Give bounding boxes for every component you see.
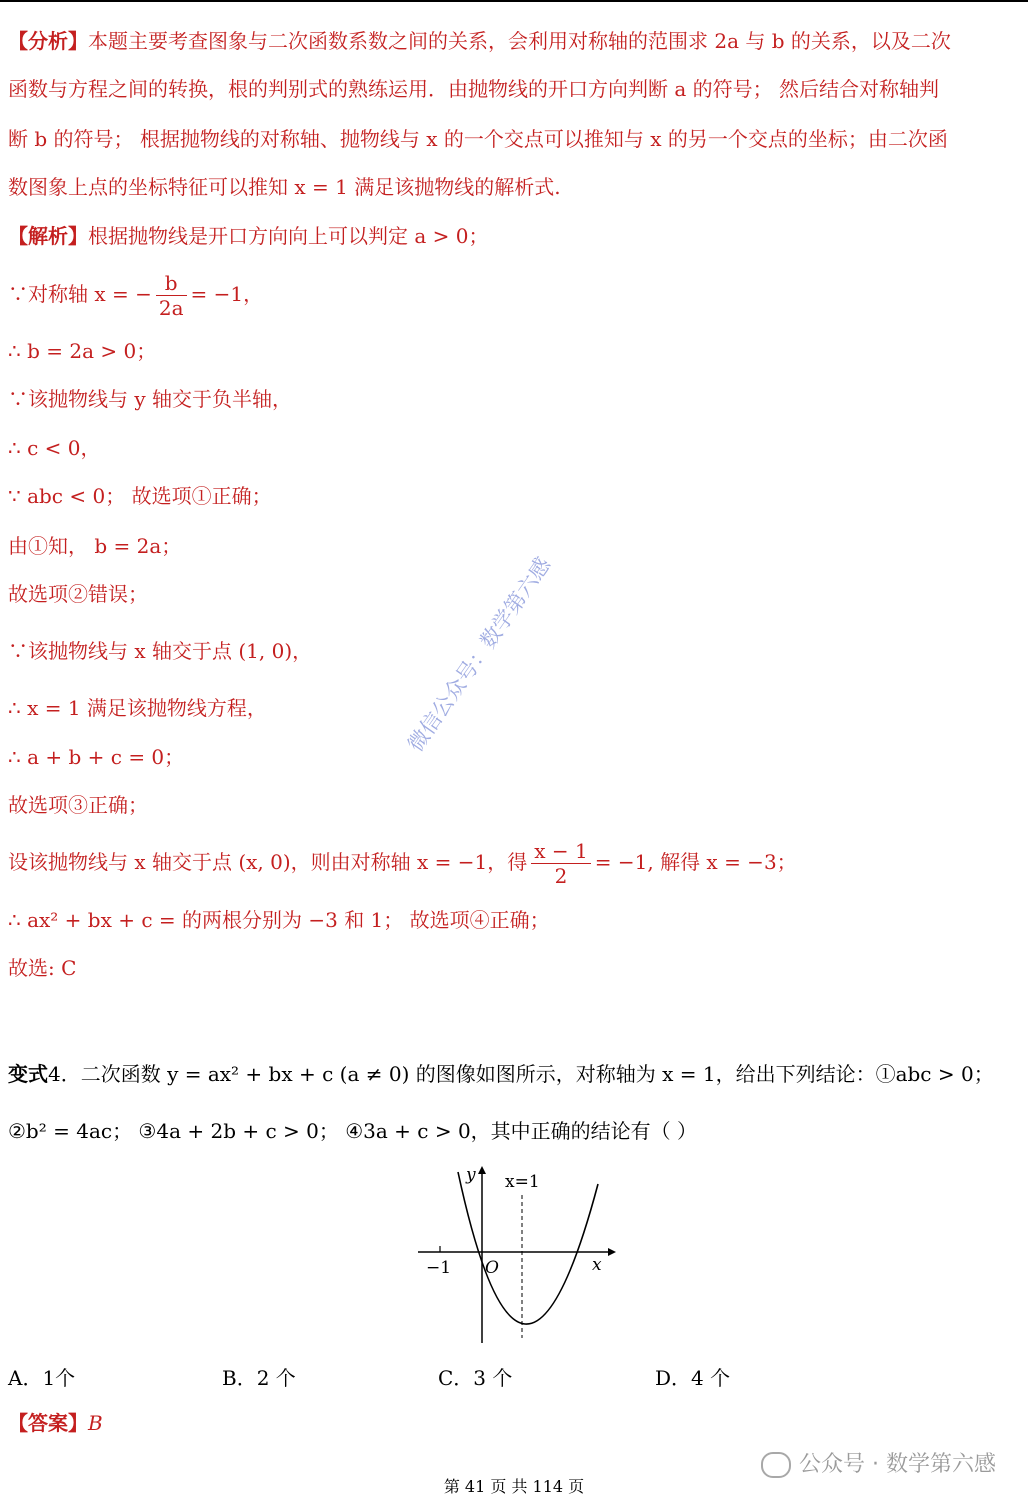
analysis-text-3: 断 b 的符号； 根据抛物线的对称轴、抛物线与 x 的一个交点可以推知与 x 的另一个交点的坐标；由二次函 <box>8 127 948 151</box>
step-5: 由①知， b = 2a； <box>8 534 182 558</box>
answer-tag: 【答案】 <box>8 1411 88 1435</box>
top-rule <box>0 0 1028 2</box>
solution-line-1 <box>8 221 488 251</box>
root-line <box>8 836 797 888</box>
previous-answer: 故选: C <box>8 956 77 980</box>
parabola-graph <box>410 1160 620 1345</box>
analysis-line-3 <box>8 124 948 154</box>
analysis-text-4: 数图象上点的坐标特征可以推知 x = 1 满足该抛物线的解析式. <box>8 175 561 199</box>
step-1: ∴ b = 2a > 0； <box>8 339 157 363</box>
analysis-line-2 <box>8 74 939 104</box>
analysis-tag: 【分析】 <box>8 29 88 53</box>
analysis-text-1: 本题主要考查图象与二次函数系数之间的关系，会利用对称轴的范围求 2a 与 b 的关系，以及二次 <box>88 29 951 53</box>
parabola-curve <box>458 1172 598 1324</box>
root-fraction <box>531 839 590 888</box>
analysis-text-2: 函数与方程之间的转换，根的判别式的熟练运用．由抛物线的开口方向判断 a 的符号； 然后结合对称轴判 <box>8 77 939 101</box>
analysis-line-1 <box>8 26 951 56</box>
variant-line-1 <box>8 1059 994 1089</box>
answer-line <box>8 1408 103 1438</box>
y-label: y <box>466 1165 476 1185</box>
conclusion-line: ∴ ax² + bx + c = 的两根分别为 −3 和 1； 故选项④正确； <box>8 908 550 932</box>
step-4: ∵ abc < 0； 故选项①正确； <box>8 484 272 508</box>
variant-text-1: 4．二次函数 y = ax² + bx + c (a ≠ 0) 的图像如图所示，对称轴为 x = 1，给出下列结论：①abc > 0； <box>48 1062 994 1086</box>
choice-d[interactable]: D．4 个 <box>655 1366 731 1390</box>
variant-line-2: ②b² = 4ac； ③4a + 2b + c > 0； ④3a + c > 0，其中正确的结论有（ ） <box>8 1119 698 1143</box>
solution-text-1: 根据抛物线是开口方向向上可以判定 a > 0； <box>88 224 489 248</box>
axis-fraction-den: 2a <box>158 296 184 320</box>
axis-fraction-num: b <box>156 271 187 296</box>
root-suffix: = −1, 解得 x = −3； <box>594 850 797 874</box>
axis-prefix: ∵对称轴 x = − <box>8 282 152 306</box>
choice-c[interactable]: C．3 个 <box>438 1366 513 1390</box>
origin-label: O <box>485 1258 499 1278</box>
neg-one-label: −1 <box>426 1258 452 1278</box>
axis-suffix: = −1， <box>190 282 264 306</box>
choice-a[interactable]: A．1个 <box>8 1366 76 1390</box>
root-fraction-den: 2 <box>554 864 568 888</box>
axis-line <box>8 268 263 320</box>
step-6: 故选项②错误； <box>8 582 148 606</box>
y-axis-arrow <box>478 1166 486 1174</box>
step-9: ∴ a + b + c = 0； <box>8 745 185 769</box>
axis-fraction <box>156 271 187 320</box>
step-2: ∵该抛物线与 y 轴交于负半轴， <box>8 387 293 411</box>
watermark-text: 微信公众号：数学第六感 <box>403 553 556 757</box>
step-7: ∵该抛物线与 x 轴交于点 (1, 0)， <box>8 639 313 663</box>
root-prefix: 设该抛物线与 x 轴交于点 (x, 0)，则由对称轴 x = −1，得 <box>8 850 528 874</box>
answer-value: B <box>88 1411 103 1435</box>
choice-b[interactable]: B．2 个 <box>222 1366 296 1390</box>
step-10: 故选项③正确； <box>8 793 148 817</box>
page-footer: 第 41 页 共 114 页 <box>443 1477 585 1496</box>
step-8: ∴ x = 1 满足该抛物线方程， <box>8 696 267 720</box>
x-axis-arrow <box>608 1248 616 1256</box>
variant-label: 变式 <box>8 1062 48 1086</box>
step-3: ∴ c < 0， <box>8 436 101 460</box>
root-fraction-num: x − 1 <box>531 839 590 864</box>
brand-text: 公众号 · 数学第六感 <box>799 1452 996 1477</box>
symmetry-label: x=1 <box>505 1172 540 1192</box>
analysis-line-4 <box>8 172 561 202</box>
x-label: x <box>592 1255 602 1275</box>
solution-tag: 【解析】 <box>8 224 88 248</box>
